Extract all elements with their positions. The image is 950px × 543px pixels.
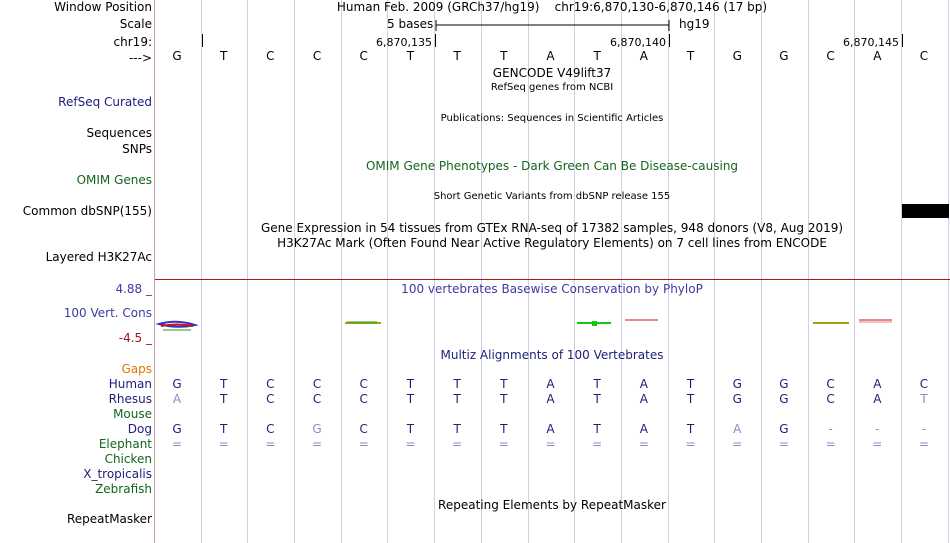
alignment-base: T: [500, 392, 508, 406]
base-letter: C: [359, 49, 368, 63]
base-gridline: [201, 0, 202, 543]
base-letter: C: [266, 49, 275, 63]
alignment-base: C: [266, 377, 275, 391]
alignment-base: C: [359, 422, 368, 436]
gencode-track-title[interactable]: GENCODE V49lift37: [492, 66, 612, 80]
phylop-track-title[interactable]: 100 vertebrates Basewise Conservation by PhyloP: [401, 282, 703, 296]
alignment-base: C: [266, 392, 275, 406]
coord-tick-3: 6,870,145: [843, 36, 899, 49]
omim-track-title[interactable]: OMIM Gene Phenotypes - Dark Green Can Be Disease-causing: [365, 159, 739, 173]
publications-title[interactable]: Publications: Sequences in Scientific Articles: [440, 113, 664, 124]
alignment-base: T: [406, 377, 415, 391]
alignment-base: A: [639, 392, 648, 406]
phylop-max-label: 4.88 _: [115, 282, 152, 296]
alignment-base: A: [873, 377, 882, 391]
alignment-base: T: [593, 392, 601, 406]
alignment-base: A: [873, 392, 882, 406]
alignment-base: G: [312, 422, 322, 436]
gtex-track-title[interactable]: Gene Expression in 54 tissues from GTEx RNA-seq of 17382 samples, 948 donors (V8, Aug 2019): [260, 221, 844, 235]
alignment-base: T: [406, 422, 415, 436]
alignment-base: A: [546, 392, 555, 406]
species-label[interactable]: Human: [108, 377, 152, 391]
repeatmasker-label[interactable]: RepeatMasker: [66, 512, 152, 526]
alignment-base: C: [919, 377, 929, 391]
alignment-base: T: [406, 392, 415, 406]
phylop-min-label: -4.5 _: [118, 331, 152, 345]
alignment-base: T: [500, 377, 508, 391]
alignment-base: A: [172, 392, 182, 406]
alignment-base: =: [171, 437, 183, 451]
species-label[interactable]: Chicken: [104, 452, 152, 466]
base-gridline: [761, 0, 762, 543]
coord-tick-1: 6,870,135: [376, 36, 432, 49]
alignment-base: =: [358, 437, 369, 451]
species-label[interactable]: Mouse: [113, 407, 152, 421]
base-gridline: [341, 0, 342, 543]
alignment-base: A: [546, 422, 555, 436]
base-letter: G: [779, 49, 789, 63]
alignment-base: =: [778, 437, 789, 451]
strand-label: --->: [128, 51, 152, 65]
alignment-base: A: [546, 377, 555, 391]
window-position-label: Window Position: [54, 0, 152, 14]
phylop-signal-graph[interactable]: [155, 300, 950, 340]
layered-h3k27ac-label[interactable]: Layered H3K27Ac: [45, 250, 152, 264]
base-gridline: [481, 0, 482, 543]
species-label[interactable]: X_tropicalis: [83, 467, 152, 481]
base-letter: G: [732, 49, 742, 63]
common-dbsnp-label[interactable]: Common dbSNP(155): [22, 204, 152, 218]
scale-label: Scale: [119, 17, 152, 31]
alignment-base: G: [779, 422, 789, 436]
alignment-base: G: [779, 392, 789, 406]
alignment-base: =: [405, 437, 416, 451]
alignment-base: =: [218, 437, 229, 451]
alignment-base: =: [638, 437, 649, 451]
alignment-base: =: [825, 437, 836, 451]
base-gridline: [901, 0, 902, 543]
coord-tick: [202, 34, 203, 47]
alignment-base: C: [359, 377, 368, 391]
alignment-base: T: [593, 377, 601, 391]
alignment-base: T: [220, 377, 228, 391]
base-letter: C: [826, 49, 835, 63]
multiz-track-title[interactable]: Multiz Alignments of 100 Vertebrates: [440, 348, 664, 362]
alignment-base: T: [686, 422, 695, 436]
alignment-base: A: [639, 377, 648, 391]
alignment-base: T: [220, 392, 228, 406]
alignment-base: C: [312, 392, 322, 406]
vert-cons-label[interactable]: 100 Vert. Cons: [63, 306, 152, 320]
base-gridline: [434, 0, 435, 543]
base-letter: T: [406, 49, 415, 63]
alignment-base: G: [732, 377, 742, 391]
base-letter: A: [873, 49, 882, 63]
alignment-base: C: [312, 377, 322, 391]
alignment-base: G: [172, 377, 182, 391]
base-letter: A: [546, 49, 555, 63]
alignment-base: C: [826, 377, 835, 391]
alignment-base: G: [779, 377, 789, 391]
species-label[interactable]: Rhesus: [108, 392, 152, 406]
alignment-base: G: [732, 392, 742, 406]
base-gridline: [808, 0, 809, 543]
alignment-base: =: [732, 437, 743, 451]
alignment-base: =: [545, 437, 556, 451]
alignment-base: -: [921, 422, 927, 436]
alignment-base: T: [920, 392, 928, 406]
repeatmasker-track-title[interactable]: Repeating Elements by RepeatMasker: [438, 498, 666, 512]
scale-assembly: hg19: [679, 17, 710, 31]
coord-tick: [669, 34, 670, 47]
base-gridline: [714, 0, 715, 543]
alignment-base: =: [872, 437, 883, 451]
alignment-base: =: [918, 437, 930, 451]
base-gridline: [668, 0, 669, 543]
base-letter: T: [220, 49, 228, 63]
alignment-base: =: [498, 437, 509, 451]
coord-tick: [435, 34, 436, 47]
h3k27ac-baseline: [155, 279, 950, 280]
alignment-base: C: [826, 392, 835, 406]
alignment-base: C: [359, 392, 368, 406]
alignment-base: T: [453, 377, 461, 391]
species-label[interactable]: Elephant: [98, 437, 152, 451]
base-letter: T: [593, 49, 601, 63]
alignment-base: A: [639, 422, 648, 436]
base-letter: G: [172, 49, 182, 63]
species-label[interactable]: Zebrafish: [95, 482, 152, 496]
base-letter: C: [919, 49, 929, 63]
h3k27ac-track-title[interactable]: H3K27Ac Mark (Often Found Near Active Regulatory Elements) on 7 cell lines from ENCODE: [277, 236, 827, 250]
base-gridline: [621, 0, 622, 543]
alignment-base: -: [828, 422, 833, 436]
window-position-value: Human Feb. 2009 (GRCh37/hg19) chr19:6,870,130-6,870,146 (17 bp): [336, 0, 768, 14]
base-letter: T: [500, 49, 508, 63]
alignment-base: A: [733, 422, 742, 436]
alignment-base: T: [453, 422, 461, 436]
alignment-base: =: [685, 437, 696, 451]
track-divider: [154, 0, 155, 543]
base-gridline: [247, 0, 248, 543]
alignment-base: =: [452, 437, 463, 451]
base-gridline: [948, 0, 949, 543]
dbsnp-variant-block[interactable]: [902, 204, 949, 218]
base-letter: A: [639, 49, 648, 63]
refseq-subtitle: RefSeq genes from NCBI: [490, 82, 614, 93]
alignment-base: C: [266, 422, 275, 436]
coord-tick-2: 6,870,140: [610, 36, 666, 49]
alignment-base: G: [172, 422, 182, 436]
alignment-base: -: [875, 422, 880, 436]
alignment-base: T: [500, 422, 508, 436]
base-gridline: [854, 0, 855, 543]
base-gridline: [387, 0, 388, 543]
alignment-base: T: [220, 422, 228, 436]
omim-genes-label[interactable]: OMIM Genes: [76, 173, 152, 187]
alignment-base: T: [453, 392, 461, 406]
alignment-base: =: [312, 437, 323, 451]
alignment-base: =: [265, 437, 276, 451]
base-letter: C: [312, 49, 322, 63]
coord-tick: [902, 34, 903, 47]
base-gridline: [294, 0, 295, 543]
dbsnp-track-title[interactable]: Short Genetic Variants from dbSNP release 155: [433, 191, 671, 202]
sequences-label[interactable]: Sequences: [86, 126, 152, 140]
alignment-base: T: [686, 377, 695, 391]
base-letter: T: [453, 49, 461, 63]
chrom-label: chr19:: [113, 35, 152, 49]
scale-bases: 5 bases: [387, 17, 434, 31]
species-label[interactable]: Dog: [127, 422, 152, 436]
snps-label[interactable]: SNPs: [122, 142, 152, 156]
scale-bar: [435, 17, 671, 33]
refseq-curated-label[interactable]: RefSeq Curated: [58, 95, 152, 109]
alignment-base: =: [592, 437, 603, 451]
alignment-base: T: [593, 422, 601, 436]
base-letter: T: [686, 49, 695, 63]
alignment-base: T: [686, 392, 695, 406]
gaps-label[interactable]: Gaps: [121, 362, 152, 376]
